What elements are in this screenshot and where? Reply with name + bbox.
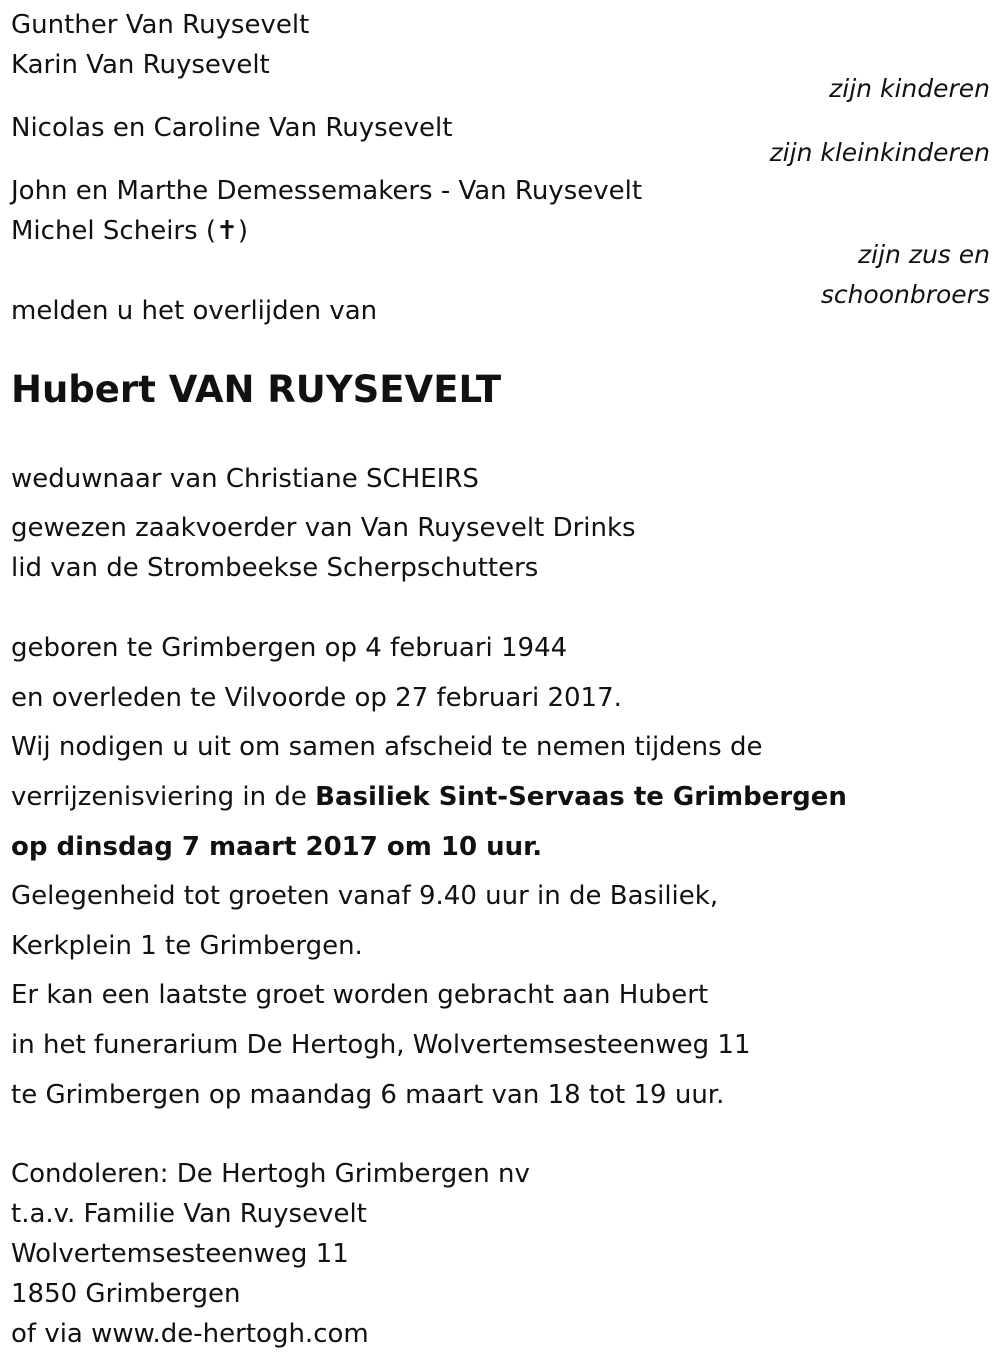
brother-in-law-name: Michel Scheirs ( — [11, 216, 217, 246]
invitation-line: Wij nodigen u uit om samen afscheid te nemen tijdens de — [11, 732, 763, 762]
greeting-line-1: Gelegenheid tot groeten vanaf 9.40 uur in de Basiliek, — [11, 881, 719, 911]
service-place: Basiliek Sint-Servaas te Grimbergen — [315, 782, 847, 812]
death-line: en overleden te Vilvoorde op 27 februari 2017. — [11, 683, 622, 713]
farewell-line-3: te Grimbergen op maandag 6 maart van 18 tot 19 uur. — [11, 1080, 725, 1110]
condolences-line-4: 1850 Grimbergen — [11, 1279, 241, 1309]
condolences-website-link[interactable]: of via www.de-hertogh.com — [11, 1319, 369, 1349]
cross-icon: ✝ — [216, 216, 238, 246]
children-label: zijn kinderen — [829, 74, 990, 103]
grandchildren-names: Nicolas en Caroline Van Ruysevelt — [11, 113, 453, 143]
greeting-line-2: Kerkplein 1 te Grimbergen. — [11, 931, 363, 961]
service-date: op dinsdag 7 maart 2017 om 10 uur. — [11, 832, 543, 862]
grandchildren-label: zijn kleinkinderen — [769, 138, 990, 167]
condolences-line-1: Condoleren: De Hertogh Grimbergen nv — [11, 1159, 530, 1189]
announcement-text: melden u het overlijden van — [11, 296, 378, 326]
service-line — [11, 784, 847, 810]
brother-in-law — [11, 218, 248, 244]
occupation-line: gewezen zaakvoerder van Van Ruysevelt Drinks — [11, 513, 636, 543]
child-name-2: Karin Van Ruysevelt — [11, 50, 270, 80]
child-name-1: Gunther Van Ruysevelt — [11, 10, 310, 40]
birth-line: geboren te Grimbergen op 4 februari 1944 — [11, 633, 568, 663]
sister-names: John en Marthe Demessemakers - Van Ruysevelt — [11, 176, 643, 206]
condolences-line-3: Wolvertemsesteenweg 11 — [11, 1239, 349, 1269]
widower-line: weduwnaar van Christiane SCHEIRS — [11, 464, 479, 494]
brother-in-law-close: ) — [237, 216, 249, 246]
farewell-line-1: Er kan een laatste groet worden gebracht aan Hubert — [11, 980, 709, 1010]
membership-line: lid van de Strombeekse Scherpschutters — [11, 553, 539, 583]
deceased-name: Hubert VAN RUYSEVELT — [11, 368, 502, 411]
sibling-label-line-1: zijn zus en — [858, 240, 990, 269]
condolences-line-2: t.a.v. Familie Van Ruysevelt — [11, 1199, 367, 1229]
service-prefix: verrijzenisviering in de — [11, 782, 316, 812]
sibling-label-line-2: schoonbroers — [820, 280, 990, 309]
farewell-line-2: in het funerarium De Hertogh, Wolvertemsesteenweg 11 — [11, 1030, 751, 1060]
